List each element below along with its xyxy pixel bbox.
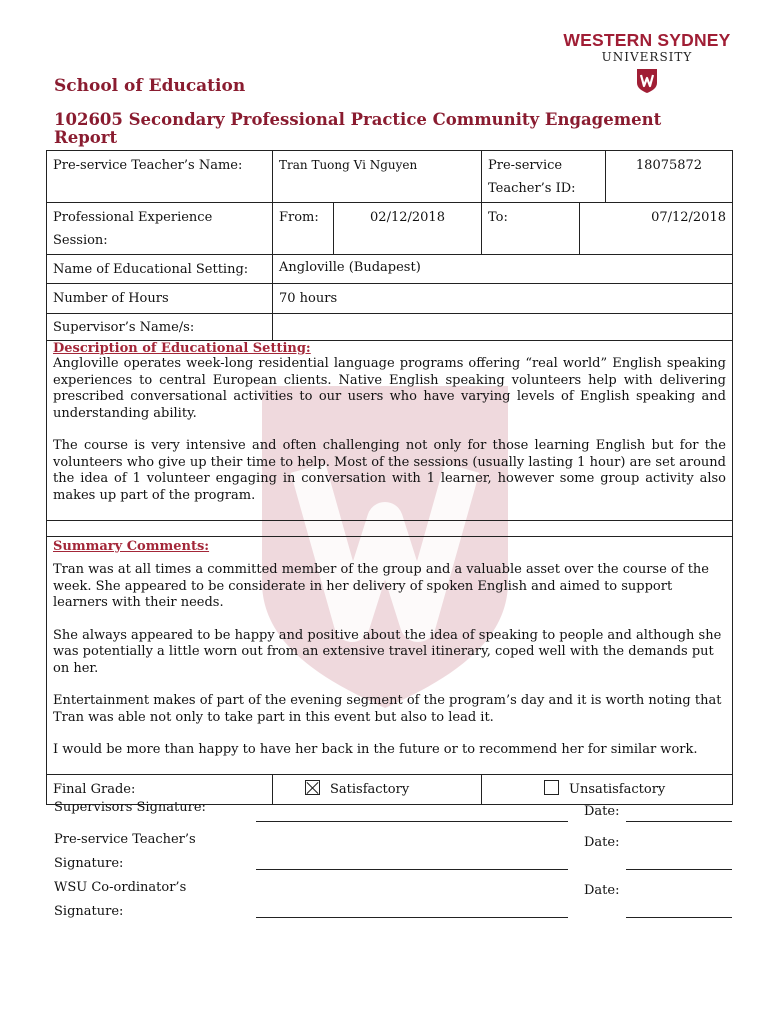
logo-line-2: UNIVERSITY: [601, 50, 693, 64]
supervisor-date-label: Date:: [584, 804, 620, 819]
teacher-date-line[interactable]: [626, 869, 732, 870]
teacher-id-value: 18075872: [606, 151, 733, 203]
unsatisfactory-checkbox[interactable]: [544, 780, 559, 795]
teacher-signature-label-2: Signature:: [54, 856, 124, 871]
grade-option-unsatisfactory[interactable]: [482, 775, 733, 805]
hours-label: Number of Hours: [47, 284, 273, 314]
setting-value: Angloville (Budapest): [273, 255, 733, 284]
to-label: To:: [482, 203, 580, 255]
supervisor-label: Supervisor’s Name/s:: [47, 314, 273, 341]
description-cell: [47, 341, 733, 521]
unsatisfactory-label: Unsatisfactory: [569, 782, 666, 797]
teacher-date-label: Date:: [584, 835, 620, 850]
crest-icon: [637, 69, 657, 93]
description-paragraph-1: Angloville operates week-long residential language programs offering “real world” English speaking experiences to central European clients. Native English speaking volunteers help with delivering prescribed conversational activities to our users who have varying levels of English speaking and understanding ability.: [53, 356, 726, 421]
summary-paragraph-1: Tran was at all times a committed member of the group and a valuable asset over the course of the week. She appeared to be considerate in her delivery of spoken English and aimed to support learners with their needs.: [53, 562, 709, 610]
coordinator-signature-line[interactable]: [256, 917, 568, 918]
supervisor-date-line[interactable]: [626, 821, 732, 822]
summary-cell: [47, 537, 733, 775]
teacher-signature-label-1: Pre-service Teacher’s: [54, 832, 196, 847]
from-value: 02/12/2018: [334, 203, 482, 255]
coordinator-date-line[interactable]: [626, 917, 732, 918]
logo-line-1: WESTERN SYDNEY: [563, 30, 731, 50]
supervisor-value: [273, 314, 733, 341]
coordinator-date-label: Date:: [584, 883, 620, 898]
grade-option-satisfactory[interactable]: [273, 775, 482, 805]
summary-paragraph-3: Entertainment makes of part of the evening segment of the program’s day and it is worth noting that Tran was able not only to take part in this event but also to lead it.: [53, 693, 722, 725]
description-heading: Description of Educational Setting:: [53, 341, 311, 356]
satisfactory-checkbox[interactable]: [305, 780, 320, 795]
final-grade-label: Final Grade:: [47, 775, 273, 805]
from-label: From:: [273, 203, 334, 255]
spacer-row: [47, 521, 733, 537]
teacher-signature-line[interactable]: [256, 869, 568, 870]
summary-heading: Summary Comments:: [53, 539, 210, 554]
teacher-name-label: Pre-service Teacher’s Name:: [47, 151, 273, 203]
hours-value: 70 hours: [273, 284, 733, 314]
university-logo: [552, 30, 742, 110]
report-table: [46, 150, 733, 805]
description-paragraph-2: The course is very intensive and often challenging not only for those learning English but for the volunteers who give up their time to help. Most of the sessions (usually lasting 1 hour) are set around the idea of 1 volunteer engaging in conversation with 1 learner, however some group activity also makes up part of the program.: [53, 438, 726, 503]
setting-label: Name of Educational Setting:: [47, 255, 273, 284]
to-value: 07/12/2018: [580, 203, 733, 255]
satisfactory-label: Satisfactory: [330, 782, 410, 797]
session-label: Professional Experience Session:: [47, 203, 273, 255]
summary-paragraph-4: I would be more than happy to have her back in the future or to recommend her for similar work.: [53, 742, 698, 757]
supervisor-signature-label: Supervisors Signature:: [54, 800, 206, 815]
teacher-name-value: Tran Tuong Vi Nguyen: [273, 151, 482, 203]
coordinator-signature-label-2: Signature:: [54, 904, 124, 919]
teacher-id-label: Pre-service Teacher’s ID:: [482, 151, 606, 203]
coordinator-signature-label-1: WSU Co-ordinator’s: [54, 880, 187, 895]
supervisor-signature-line[interactable]: [256, 821, 568, 822]
unit-title: 102605 Secondary Professional Practice Community Engagement Report: [54, 110, 662, 147]
summary-paragraph-2: She always appeared to be happy and positive about the idea of speaking to people and although she was potentially a little worn out from an extensive travel itinerary, coped well with the demands put on her.: [53, 627, 722, 676]
school-name: School of Education: [54, 76, 246, 96]
